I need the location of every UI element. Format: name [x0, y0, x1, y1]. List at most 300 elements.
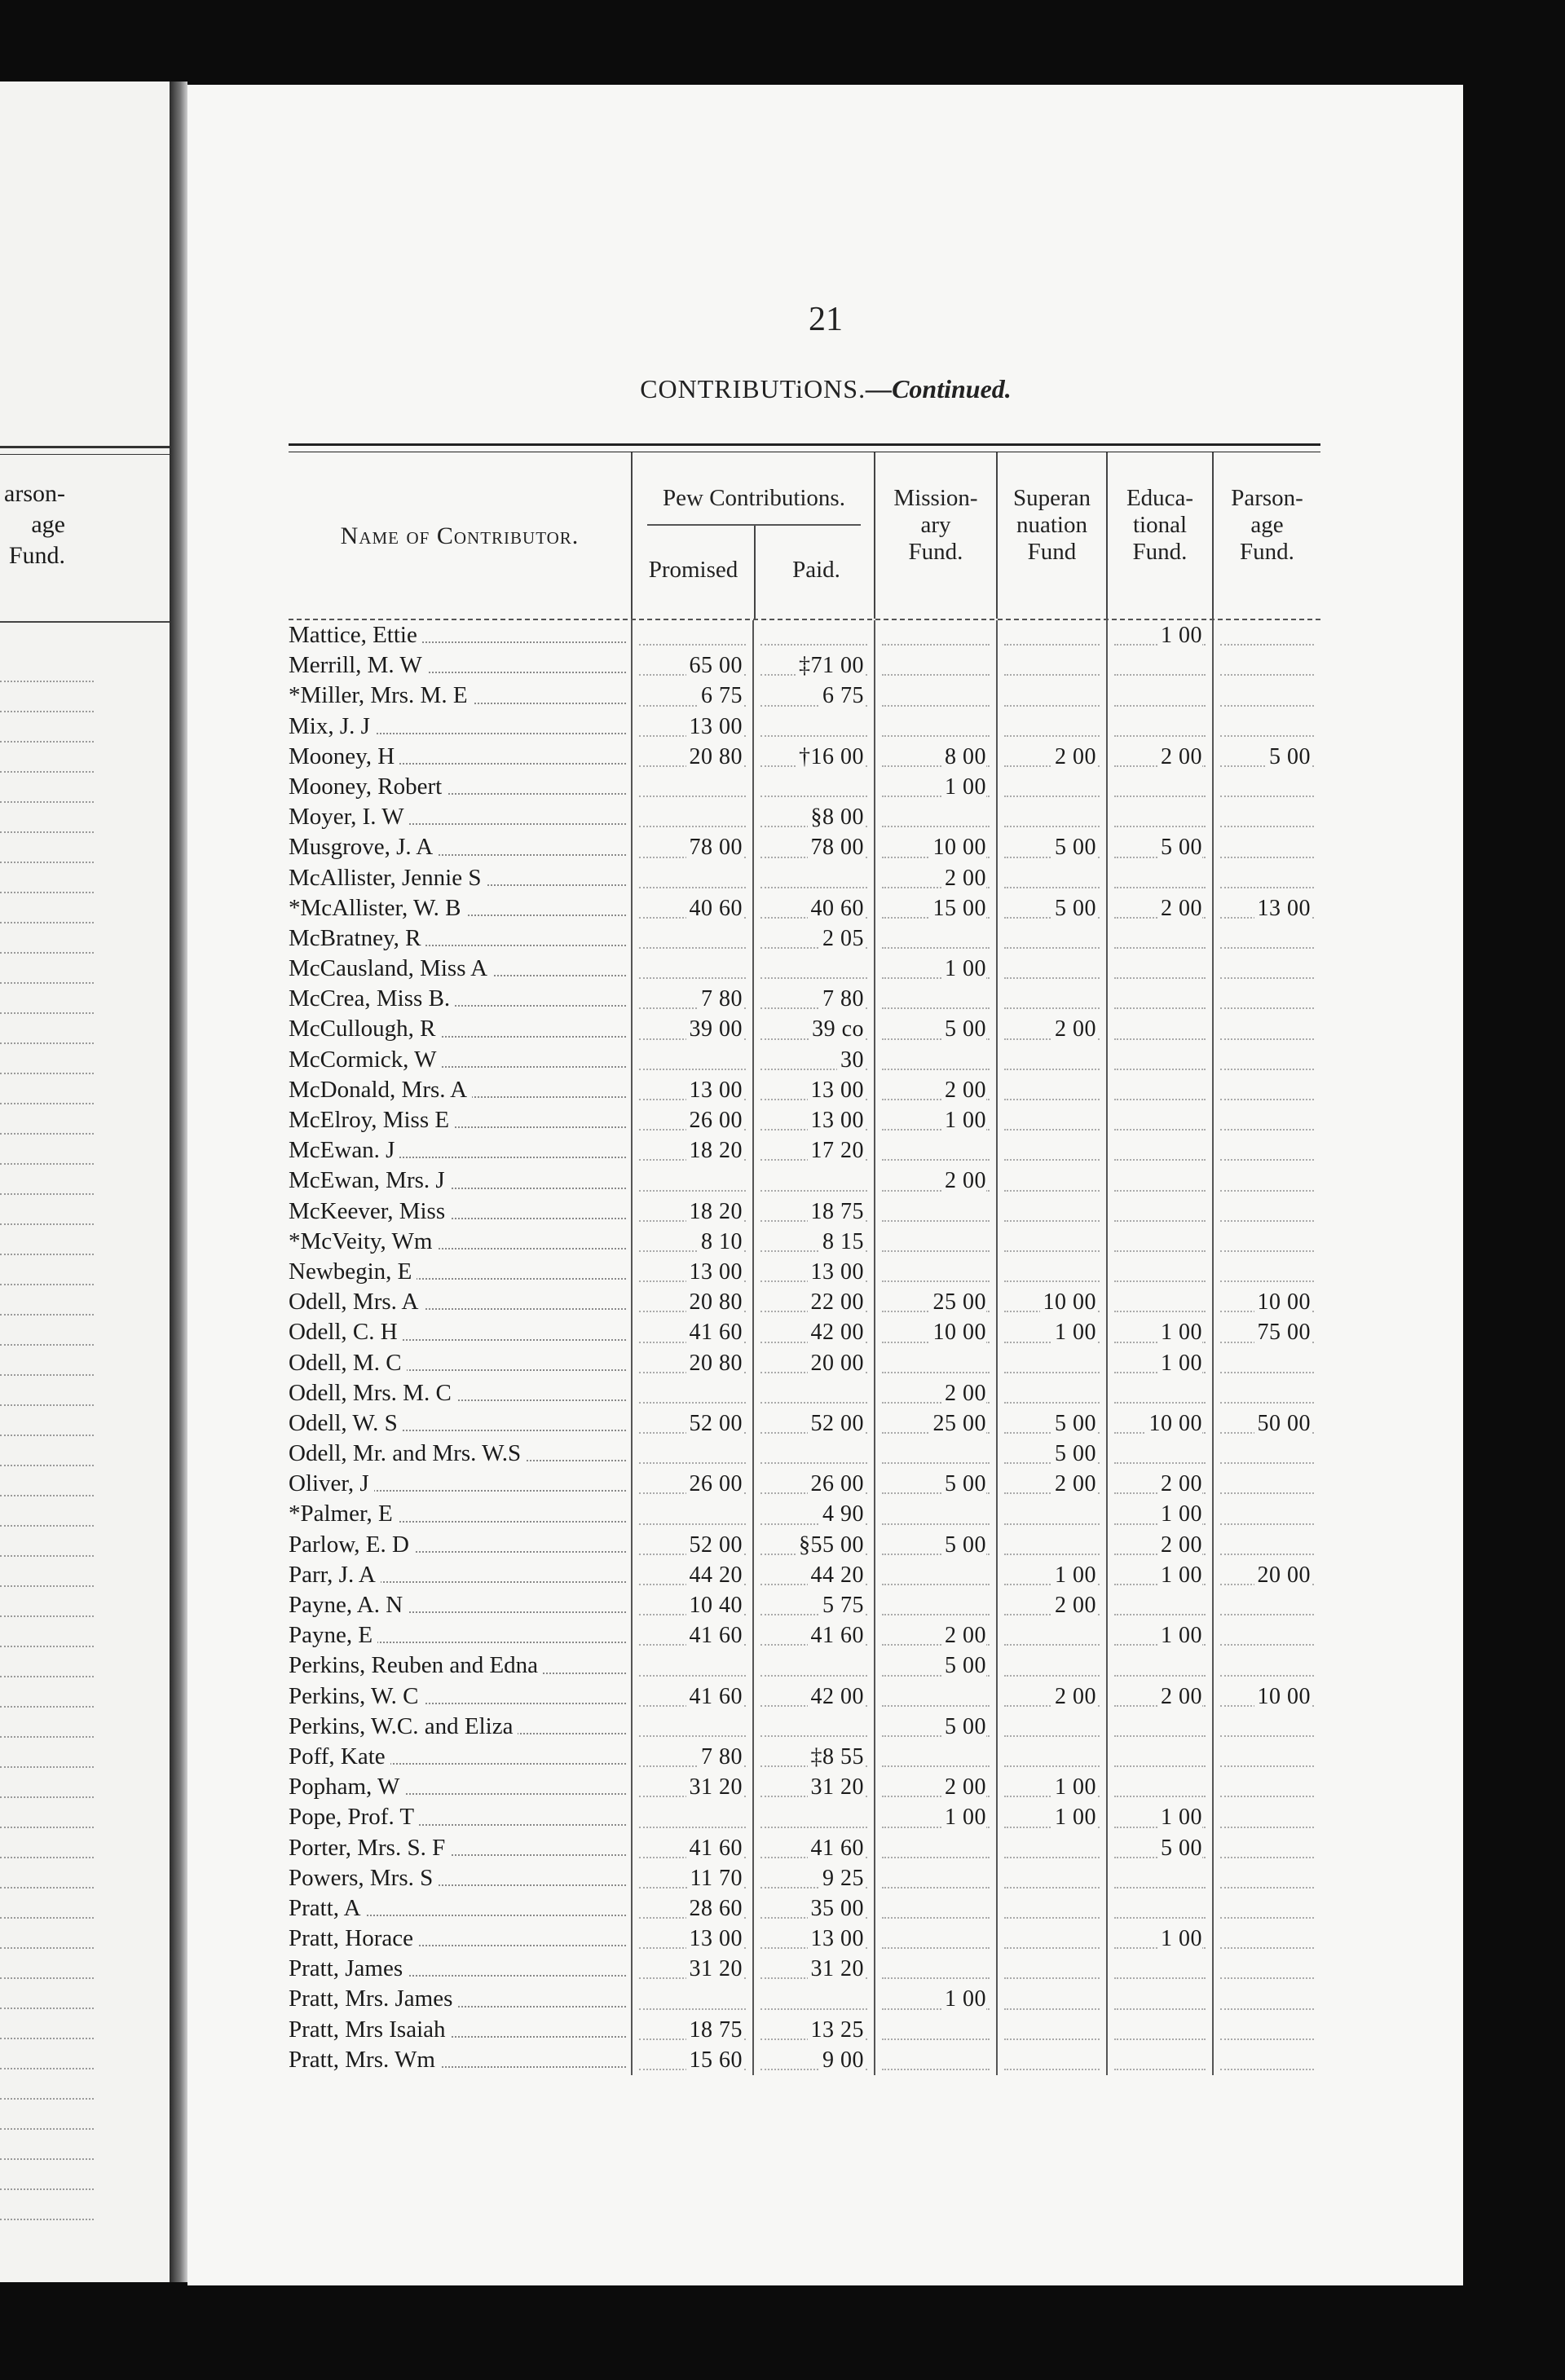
- table-row: [289, 1257, 1320, 1287]
- amount-value: 31 20: [808, 1774, 865, 1800]
- left-dot-line: [0, 1135, 94, 1165]
- educational-fund-cell: [1106, 984, 1212, 1014]
- dot-leader: [882, 1372, 990, 1373]
- educational-fund-cell: [1106, 1590, 1212, 1620]
- promised-cell: [631, 1954, 752, 1984]
- table-row: [289, 1590, 1320, 1620]
- amount-value: 5 00: [1051, 896, 1096, 921]
- contributor-name-cell: [289, 1620, 631, 1651]
- left-dot-line: [0, 1949, 94, 1979]
- missionary-fund-cell: [874, 893, 996, 923]
- dot-leader: [1220, 826, 1314, 827]
- educational-fund-cell: [1106, 1135, 1212, 1166]
- paid-cell: [752, 1317, 874, 1347]
- left-dot-line: [0, 863, 94, 893]
- dot-leader: [639, 1069, 746, 1070]
- dot-leader: [882, 1220, 990, 1222]
- table-row: [289, 1469, 1320, 1499]
- dot-leader: [1004, 1129, 1100, 1130]
- dot-leader: [882, 1977, 990, 1979]
- table-row: [289, 2015, 1320, 2045]
- dot-leader: [1114, 2008, 1206, 2010]
- amount-value: 17 20: [808, 1138, 865, 1163]
- contributor-name: Mix, J. J: [289, 713, 375, 739]
- amount-value: 44 20: [686, 1562, 743, 1588]
- superannuation-fund-cell: [996, 1893, 1106, 1924]
- paid-cell: [752, 1257, 874, 1287]
- table-row: [289, 1802, 1320, 1832]
- amount-value: 9 00: [819, 2047, 864, 2073]
- paid-cell: [752, 1014, 874, 1044]
- promised-cell: [631, 1166, 752, 1196]
- amount-value: 65 00: [686, 653, 743, 678]
- parsonage-fund-cell: [1212, 1287, 1320, 1317]
- dot-leader: [1004, 644, 1100, 646]
- amount-value: 18 20: [686, 1199, 743, 1224]
- amount-value: 1 00: [1051, 1774, 1096, 1800]
- parsonage-fund-cell: [1212, 1166, 1320, 1196]
- educational-fund-cell: [1106, 1257, 1212, 1287]
- amount-value: ‡71 00: [796, 653, 864, 678]
- educational-fund-cell: [1106, 1227, 1212, 1257]
- dot-leader: [639, 947, 746, 949]
- dot-leader: [1114, 1735, 1206, 1737]
- parsonage-fund-cell: [1212, 681, 1320, 711]
- paid-cell: [752, 1197, 874, 1227]
- superannuation-fund-cell: [996, 1863, 1106, 1893]
- amount-value: 5 00: [941, 1653, 986, 1678]
- paid-cell: [752, 1863, 874, 1893]
- table-row: [289, 1863, 1320, 1893]
- dot-leader: [1220, 1857, 1314, 1858]
- amount-value: 78 00: [686, 835, 743, 860]
- table-row: [289, 1105, 1320, 1135]
- dot-leader: [882, 1523, 990, 1525]
- dot-leader: [1220, 2008, 1314, 2010]
- dot-leader: [882, 1069, 990, 1070]
- dot-leader: [639, 977, 746, 979]
- dot-leader: [1114, 826, 1206, 827]
- paid-cell: [752, 863, 874, 893]
- educational-fund-cell: [1106, 832, 1212, 862]
- contributor-name-cell: [289, 2045, 631, 2075]
- parsonage-fund-cell: [1212, 650, 1320, 681]
- amount-value: 15 00: [930, 896, 987, 921]
- dot-leader: [1220, 1917, 1314, 1919]
- contributor-name-cell: [289, 1439, 631, 1469]
- dot-leader: [882, 1887, 990, 1889]
- amount-value: 26 00: [686, 1108, 743, 1133]
- missionary-fund-cell: [874, 620, 996, 650]
- parsonage-fund-cell: [1212, 742, 1320, 772]
- missionary-fund-cell: [874, 1954, 996, 1984]
- dot-leader: [1114, 977, 1206, 979]
- left-dot-line: [0, 954, 94, 984]
- table-row: [289, 772, 1320, 802]
- paid-cell: [752, 1651, 874, 1681]
- dot-leader: [882, 1007, 990, 1009]
- paid-cell: [752, 1439, 874, 1469]
- promised-cell: [631, 1802, 752, 1832]
- educational-fund-cell: [1106, 802, 1212, 832]
- paid-cell: [752, 772, 874, 802]
- paid-cell: [752, 1075, 874, 1105]
- superannuation-fund-cell: [996, 1227, 1106, 1257]
- table-row: [289, 742, 1320, 772]
- table-row: [289, 1924, 1320, 1954]
- amount-value: §8 00: [808, 804, 865, 830]
- parsonage-fund-cell: [1212, 2045, 1320, 2075]
- missionary-fund-cell: [874, 681, 996, 711]
- contributor-name-cell: [289, 802, 631, 832]
- contributor-name: *Palmer, E: [289, 1501, 398, 1527]
- table-row: [289, 1681, 1320, 1712]
- dot-leader: [1114, 2069, 1206, 2070]
- dot-leader: [639, 2008, 746, 2010]
- paid-cell: [752, 1924, 874, 1954]
- contributor-name-cell: [289, 712, 631, 742]
- contributor-name-cell: [289, 1105, 631, 1135]
- parsonage-fund-cell: [1212, 2015, 1320, 2045]
- header-parsonage-line-1: Parson-: [1231, 485, 1303, 511]
- dot-leader: [882, 1584, 990, 1585]
- amount-value: 40 60: [808, 896, 865, 921]
- table-row: [289, 1348, 1320, 1378]
- dot-leader: [1220, 1887, 1314, 1889]
- educational-fund-cell: [1106, 954, 1212, 984]
- amount-value: 13 25: [808, 2017, 865, 2043]
- dot-leader: [1220, 1190, 1314, 1192]
- dot-leader: [1004, 1523, 1100, 1525]
- parsonage-fund-cell: [1212, 1499, 1320, 1529]
- dot-leader: [1220, 1614, 1314, 1615]
- amount-value: 52 00: [686, 1411, 743, 1436]
- paid-cell: [752, 1772, 874, 1802]
- table-top-rule: [289, 443, 1320, 446]
- left-dot-line: [0, 1376, 94, 1406]
- table-row: [289, 863, 1320, 893]
- parsonage-fund-cell: [1212, 1469, 1320, 1499]
- dot-leader: [1220, 1159, 1314, 1161]
- dot-leader: [1004, 1250, 1100, 1252]
- dot-leader: [1220, 1069, 1314, 1070]
- parsonage-fund-cell: [1212, 1439, 1320, 1469]
- educational-fund-cell: [1106, 1712, 1212, 1742]
- dot-leader: [760, 887, 867, 888]
- superannuation-fund-cell: [996, 832, 1106, 862]
- parsonage-fund-cell: [1212, 954, 1320, 984]
- superannuation-fund-cell: [996, 2015, 1106, 2045]
- dot-leader: [1114, 1099, 1206, 1100]
- parsonage-fund-cell: [1212, 1408, 1320, 1439]
- paid-cell: [752, 1166, 874, 1196]
- left-dot-line: [0, 1436, 94, 1466]
- contributor-name-cell: [289, 923, 631, 954]
- dot-leader: [1220, 1977, 1314, 1979]
- dot-leader: [1004, 1159, 1100, 1161]
- parsonage-fund-cell: [1212, 1863, 1320, 1893]
- header-superannuation-line-3: Fund: [1027, 539, 1077, 565]
- left-dot-line: [0, 1225, 94, 1255]
- educational-fund-cell: [1106, 1045, 1212, 1075]
- dot-leader: [1114, 1190, 1206, 1192]
- dot-leader: [1004, 947, 1100, 949]
- left-dot-line: [0, 1617, 94, 1647]
- dot-leader: [760, 796, 867, 797]
- contributor-name: Mattice, Ettie: [289, 622, 422, 648]
- dot-leader: [882, 735, 990, 737]
- paid-cell: [752, 2045, 874, 2075]
- missionary-fund-cell: [874, 1227, 996, 1257]
- superannuation-fund-cell: [996, 1772, 1106, 1802]
- parsonage-fund-cell: [1212, 1742, 1320, 1772]
- dot-leader: [1004, 796, 1100, 797]
- left-header-line-3: Fund.: [8, 542, 65, 569]
- dot-leader: [639, 887, 746, 888]
- missionary-fund-cell: [874, 1742, 996, 1772]
- missionary-fund-cell: [874, 802, 996, 832]
- superannuation-fund-cell: [996, 1317, 1106, 1347]
- table-row: [289, 802, 1320, 832]
- amount-value: 41 60: [686, 1684, 743, 1709]
- table-row: [289, 1499, 1320, 1529]
- amount-value: 28 60: [686, 1896, 743, 1921]
- promised-cell: [631, 1014, 752, 1044]
- superannuation-fund-cell: [996, 1499, 1106, 1529]
- table-row: [289, 1166, 1320, 1196]
- dot-leader: [1004, 674, 1100, 676]
- table-row: [289, 1984, 1320, 2014]
- missionary-fund-cell: [874, 1348, 996, 1378]
- dot-leader: [882, 674, 990, 676]
- amount-value: 5 00: [1157, 1836, 1202, 1861]
- amount-value: 52 00: [808, 1411, 865, 1436]
- dot-leader: [1114, 1007, 1206, 1009]
- contributor-name-cell: [289, 954, 631, 984]
- paid-cell: [752, 1499, 874, 1529]
- amount-value: 1 00: [1157, 1320, 1202, 1345]
- dot-leader: [1004, 887, 1100, 888]
- contributor-name-cell: [289, 1166, 631, 1196]
- dot-leader: [1114, 1765, 1206, 1767]
- table-row: [289, 1439, 1320, 1469]
- amount-value: 20 80: [686, 744, 743, 769]
- contributor-name-cell: [289, 650, 631, 681]
- contributor-name-cell: [289, 1348, 631, 1378]
- dot-leader: [1004, 1887, 1100, 1889]
- parsonage-fund-cell: [1212, 1620, 1320, 1651]
- contributor-name-cell: [289, 1924, 631, 1954]
- header-missionary-line-2: ary: [920, 512, 951, 538]
- contributor-name-cell: [289, 1378, 631, 1408]
- promised-cell: [631, 1863, 752, 1893]
- dot-leader: [1220, 1462, 1314, 1464]
- parsonage-fund-cell: [1212, 1681, 1320, 1712]
- educational-fund-cell: [1106, 1742, 1212, 1772]
- superannuation-fund-cell: [996, 1439, 1106, 1469]
- dot-leader: [760, 977, 867, 979]
- amount-value: 13 00: [808, 1108, 865, 1133]
- amount-value: 25 00: [930, 1411, 987, 1436]
- amount-value: 31 20: [686, 1774, 743, 1800]
- dot-leader: [1114, 1311, 1206, 1312]
- dot-leader: [639, 1190, 746, 1192]
- contributor-name-cell: [289, 1651, 631, 1681]
- contributor-name: Odell, Mrs. M. C: [289, 1380, 456, 1406]
- missionary-fund-cell: [874, 1893, 996, 1924]
- dot-leader: [760, 1462, 867, 1464]
- table-row: [289, 1287, 1320, 1317]
- amount-value: 2 00: [1051, 1016, 1096, 1042]
- amount-value: 5 00: [1157, 835, 1202, 860]
- dot-leader: [1114, 1250, 1206, 1252]
- dot-leader: [760, 1735, 867, 1737]
- dot-leader: [1220, 2069, 1314, 2070]
- paid-cell: [752, 1348, 874, 1378]
- paid-cell: [752, 1742, 874, 1772]
- table-caption: [187, 374, 1464, 404]
- table-row: [289, 681, 1320, 711]
- parsonage-fund-cell: [1212, 1651, 1320, 1681]
- paid-cell: [752, 1833, 874, 1863]
- dot-leader: [1114, 1220, 1206, 1222]
- educational-fund-cell: [1106, 1984, 1212, 2014]
- dot-leader: [1114, 1917, 1206, 1919]
- amount-value: 1 00: [941, 1805, 986, 1830]
- amount-value: 42 00: [808, 1320, 865, 1345]
- dot-leader: [1114, 1069, 1206, 1070]
- paid-cell: [752, 1045, 874, 1075]
- dot-leader: [882, 644, 990, 646]
- missionary-fund-cell: [874, 832, 996, 862]
- missionary-fund-cell: [874, 984, 996, 1014]
- dot-leader: [1220, 947, 1314, 949]
- dot-leader: [760, 2008, 867, 2010]
- promised-cell: [631, 2015, 752, 2045]
- educational-fund-cell: [1106, 1469, 1212, 1499]
- amount-value: 5 00: [1266, 744, 1311, 769]
- dot-leader: [1114, 947, 1206, 949]
- amount-value: 26 00: [686, 1471, 743, 1496]
- missionary-fund-cell: [874, 1530, 996, 1560]
- educational-fund-cell: [1106, 1863, 1212, 1893]
- amount-value: 7 80: [819, 986, 864, 1012]
- contributor-name-cell: [289, 1408, 631, 1439]
- left-dot-line: [0, 1708, 94, 1738]
- promised-cell: [631, 742, 752, 772]
- educational-fund-cell: [1106, 1651, 1212, 1681]
- superannuation-fund-cell: [996, 863, 1106, 893]
- superannuation-fund-cell: [996, 1197, 1106, 1227]
- left-dot-line: [0, 1466, 94, 1496]
- amount-value: 4 90: [819, 1501, 864, 1527]
- paid-cell: [752, 2015, 874, 2045]
- contributor-name-cell: [289, 620, 631, 650]
- contributor-name-cell: [289, 2015, 631, 2045]
- dot-leader: [882, 1765, 990, 1767]
- contributor-name-cell: [289, 1227, 631, 1257]
- missionary-fund-cell: [874, 1560, 996, 1590]
- header-missionary-line-3: Fund.: [908, 539, 963, 565]
- missionary-fund-cell: [874, 1772, 996, 1802]
- dot-leader: [1004, 1765, 1100, 1767]
- promised-cell: [631, 1681, 752, 1712]
- promised-cell: [631, 620, 752, 650]
- table-row: [289, 1772, 1320, 1802]
- amount-value: 5 00: [1051, 1411, 1096, 1436]
- table-row: [289, 954, 1320, 984]
- header-parsonage-fund: [1212, 452, 1320, 619]
- parsonage-fund-cell: [1212, 620, 1320, 650]
- dot-leader: [1220, 1372, 1314, 1373]
- left-dot-line: [0, 1979, 94, 2009]
- table-row: [289, 1197, 1320, 1227]
- left-dot-line: [0, 1285, 94, 1316]
- amount-value: 2 00: [1157, 896, 1202, 921]
- missionary-fund-cell: [874, 1408, 996, 1439]
- contributor-name: Perkins, Reuben and Edna: [289, 1652, 543, 1678]
- dot-leader: [1220, 1099, 1314, 1100]
- superannuation-fund-cell: [996, 954, 1106, 984]
- dot-leader: [882, 826, 990, 827]
- promised-cell: [631, 1317, 752, 1347]
- contributor-name: Odell, M. C: [289, 1350, 407, 1376]
- left-page-fragment: [0, 82, 170, 2282]
- contributor-name: McEwan, Mrs. J: [289, 1167, 450, 1193]
- parsonage-fund-cell: [1212, 1772, 1320, 1802]
- table-row: [289, 1651, 1320, 1681]
- dot-leader: [1114, 887, 1206, 888]
- amount-value: 42 00: [808, 1684, 865, 1709]
- missionary-fund-cell: [874, 1620, 996, 1651]
- promised-cell: [631, 1984, 752, 2014]
- table-row: [289, 1954, 1320, 1984]
- parsonage-fund-cell: [1212, 893, 1320, 923]
- amount-value: 5 75: [819, 1593, 864, 1618]
- left-header-line-1: arson-: [4, 480, 65, 507]
- dot-leader: [1004, 1372, 1100, 1373]
- dot-leader: [1220, 1129, 1314, 1130]
- amount-value: 5 00: [941, 1714, 986, 1739]
- amount-value: 13 00: [686, 1926, 743, 1951]
- table-header: [289, 452, 1320, 620]
- contributor-name: McCullough, R: [289, 1016, 440, 1042]
- amount-value: 8 10: [698, 1229, 743, 1254]
- dot-leader: [882, 1947, 990, 1949]
- left-dot-line: [0, 1014, 94, 1044]
- amount-value: 18 20: [686, 1138, 743, 1163]
- promised-cell: [631, 1135, 752, 1166]
- paid-cell: [752, 1984, 874, 2014]
- header-educational-line-1: Educa-: [1126, 485, 1194, 511]
- dot-leader: [1114, 1887, 1206, 1889]
- missionary-fund-cell: [874, 1833, 996, 1863]
- left-dot-line: [0, 2069, 94, 2100]
- contributor-name-cell: [289, 863, 631, 893]
- header-missionary-line-1: Mission-: [893, 485, 978, 511]
- dot-leader: [1114, 1796, 1206, 1797]
- amount-value: 1 00: [1051, 1805, 1096, 1830]
- promised-cell: [631, 1651, 752, 1681]
- educational-fund-cell: [1106, 1439, 1212, 1469]
- contributor-name-cell: [289, 1257, 631, 1287]
- dot-leader: [1004, 705, 1100, 707]
- dot-leader: [760, 1827, 867, 1828]
- superannuation-fund-cell: [996, 1348, 1106, 1378]
- dot-leader: [1004, 2069, 1100, 2070]
- contributor-name: Pope, Prof. T: [289, 1804, 419, 1830]
- left-header-line-2: age: [31, 511, 65, 538]
